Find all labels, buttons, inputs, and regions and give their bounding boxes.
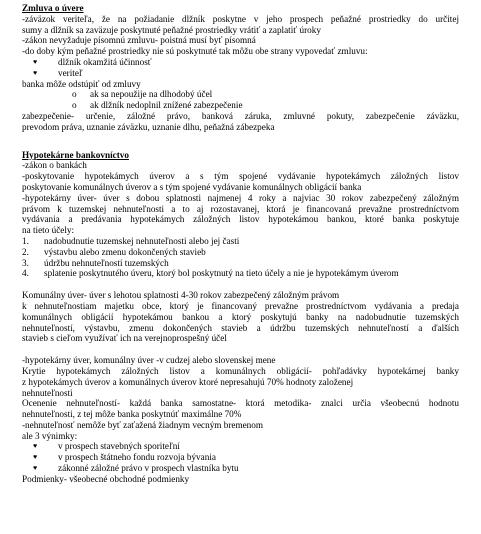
text-line: ale 3 výnimky:	[22, 430, 78, 441]
text-line: vydávania a predávania hypotekámych záložných listov hypotekámou bankou, ktoré banka poskytuje	[22, 214, 459, 225]
text-line: poskytovanie komunálnych úverov a s tým spojené vydávanie komunálnych obligácií banka	[22, 181, 362, 192]
text-line: -do doby kým peňažné prostriedky nie sú poskytnuté tak môžu obe strany vypovedať zmluvu:	[22, 46, 368, 57]
heart-bullet-icon: ♥	[33, 68, 38, 77]
text-line: Podmienky- všeobecné obchodné podmienky	[22, 473, 190, 484]
text-line: sumy a dlžník sa zaväzuje poskytnuté peňažné prostriedky vrátiť a zaplatiť úroky	[22, 24, 321, 35]
bullet-item: ♥ v prospech štátneho fondu rozvoja bývania	[33, 452, 216, 463]
numbered-item: 3. údržbu nehnuteľností tuzemských	[22, 257, 169, 268]
text-line: k nehnuteľnostiam majetku obce, ktorý je financovaný prevažne prostredníctvom vydávania a predaja	[22, 300, 459, 311]
text-line: -zákon nevyžaduje písomnú zmluvu- poistná musí byť písomná	[22, 35, 256, 46]
circle-bullet-icon: o	[72, 100, 77, 111]
text-line: nehnuteľnosti	[22, 387, 73, 398]
text-line: prevodom práva, uznanie záväzku, uznanie dlhu, peňažná zábezpeka	[22, 121, 275, 132]
sub-bullet-item: o ak dlžník nedoplnil znížené zabezpečenie	[72, 100, 243, 111]
numbered-item: 4. splatenie poskytnutého úveru, ktorý bol poskytnutý na tieto účely a nie je hypotekámym úverom	[22, 268, 399, 279]
heart-bullet-icon: ♥	[33, 453, 38, 462]
heart-bullet-icon: ♥	[33, 57, 38, 66]
heart-bullet-icon: ♥	[33, 464, 38, 473]
text-line: právom k tuzemskej nehnuteľnosti a to aj rozostavanej, ktorá je financovaná prevažne prostredníctvom	[22, 203, 459, 214]
bullet-item: ♥ v prospech stavebných sporiteľní	[33, 441, 180, 452]
text-line: Ocenenie nehnuteľností- každá banka samostatne- ktorá metodika- znalci určia všeobecnú hodnotu	[22, 398, 459, 409]
text-line: Krytie hypotekámych záložných listov a komunálnych obligácií- pohľadávky hypotekárnej banky	[22, 365, 459, 376]
text-line: -poskytovanie hypotekámych úverov a s tým spojené vydávanie hypotekámych záložných listov	[22, 171, 459, 182]
text-line: -zákon o bankách	[22, 160, 87, 171]
section-title-hypotekarne: Hypotekárne bankovníctvo	[22, 149, 129, 160]
text-line: -nehnuteľnosť nemôže byť zaťažená žiadnym vecným bremenom	[22, 419, 264, 430]
text-line: Komunálny úver- úver s lehotou splatnosti 4-30 rokov zabezpečený záložným právom	[22, 290, 340, 301]
text-line: -záväzok veriteľa, že na požiadanie dlžník poskytne v jeho prospech peňažné prostriedky do určitej	[22, 13, 459, 24]
heart-bullet-icon: ♥	[33, 442, 38, 451]
numbered-item: 1. nadobudnutie tuzemskej nehnuteľnosti alebo jej časti	[22, 235, 240, 246]
text-line: komunálnych obligácií hypotekámou bankou a ktorý poskytujú banky na nadobudnutie tuzemských	[22, 311, 459, 322]
bullet-item: ♥ veriteľ	[33, 67, 83, 78]
sub-bullet-item: o ak sa nepoužije na dlhodobý účel	[72, 89, 213, 100]
text-line: z hypotekámych úverov a komunálnych úverov ktoré nepresahujú 70% hodnoty založenej	[22, 376, 354, 387]
circle-bullet-icon: o	[72, 89, 77, 100]
numbered-item: 2. výstavbu alebo zmenu dokončených stavieb	[22, 246, 206, 257]
text-line: -hypotekárny úver, komunálny úver -v cudzej alebo slovenskej mene	[22, 355, 276, 366]
text-line: na tieto účely:	[22, 225, 75, 236]
section-title-zmluva: Zmluva o úvere	[22, 3, 84, 13]
text-line: zabezpečenie- určenie, záložné právo, banková záruka, zmluvné pokuty, zabezpečenie záväzku,	[22, 110, 459, 121]
bullet-item: ♥ zákonné záložné právo v prospech vlastníka bytu	[33, 463, 239, 474]
text-line: banka môže odstúpiť od zmluvy	[22, 78, 141, 89]
text-line: -hypotekárny úver- úver s dobou splatnosti najmenej 4 roky a najviac 30 rokov zabezpečený záložným	[22, 192, 459, 203]
bullet-item: ♥ dlžník okamžitá účinnosť	[33, 56, 152, 67]
text-line: nehnuteľností, výstavbu, zmenu dokončených stavieb a údržbu tuzemských nehnuteľností a ďalších	[22, 322, 459, 333]
text-line: nehnuteľnosti, z tej môže banka poskytnúť maximálne 70%	[22, 409, 242, 420]
text-line: stavieb s cieľom využívať ich na verejnoprospešný účel	[22, 333, 227, 344]
